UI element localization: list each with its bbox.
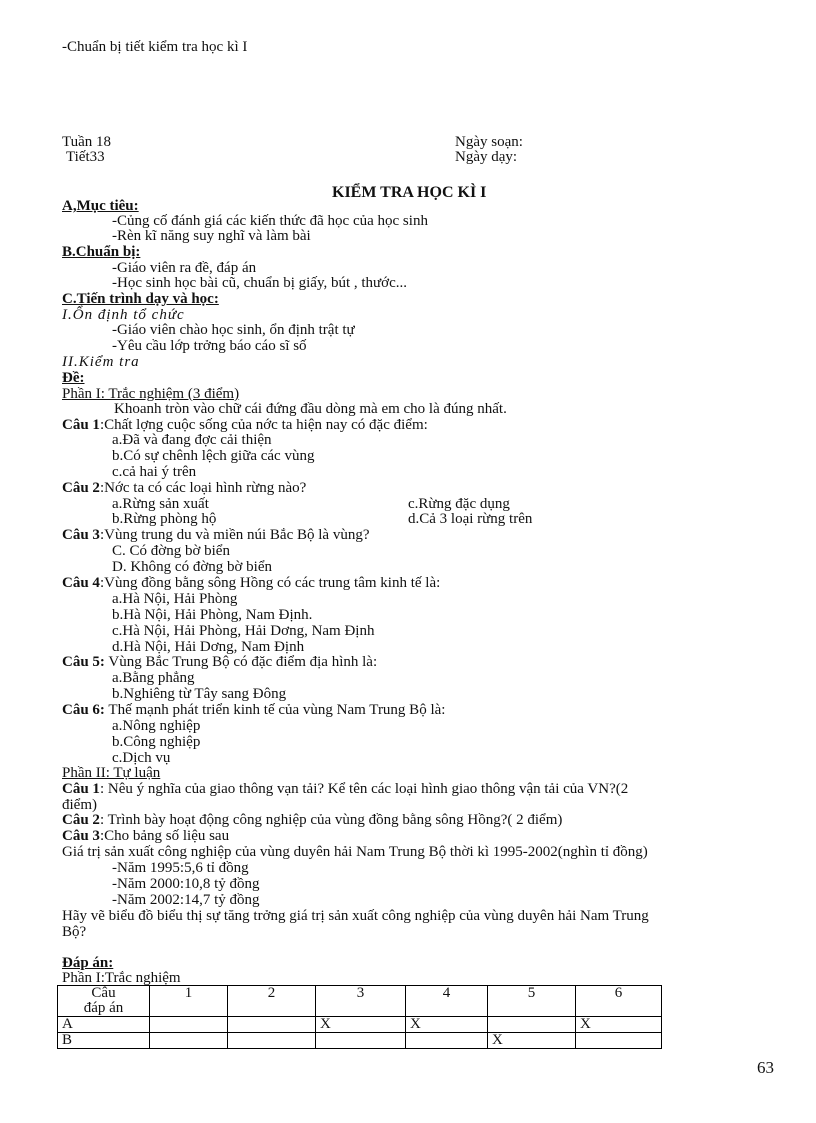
answer-cell: [488, 1017, 576, 1033]
column-header: 6: [576, 986, 662, 1017]
section-b-heading: B.Chuẩn bị:: [62, 244, 141, 260]
q5-text: Vùng Bắc Trung Bộ có đặc điểm địa hình là:: [104, 654, 378, 670]
top-note: -Chuẩn bị tiết kiểm tra học kì I: [62, 39, 248, 55]
section-c1-item: -Giáo viên chào học sinh, ổn định trật tự: [112, 322, 355, 338]
q6-option: c.Dịch vụ: [112, 750, 171, 766]
answers-part1-heading: Phần I:Trắc nghiệm: [62, 970, 181, 986]
column-header: 3: [316, 986, 406, 1017]
q6-label: Câu 6:: [62, 702, 105, 718]
data-item: -Năm 2000:10,8 tỷ đồng: [112, 876, 260, 892]
data-intro: Giá trị sản xuất công nghiệp của vùng duyên hải Nam Trung Bộ thời kì 1995-2002(nghìn tỉ đồng): [62, 844, 648, 860]
answer-table-header-row: [58, 986, 662, 1017]
q6-option: b.Công nghiệp: [112, 734, 201, 750]
essay-q3: [62, 829, 229, 844]
q1: [62, 418, 428, 433]
q1-option: a.Đã và đang đợc cải thiện: [112, 432, 272, 448]
corner-top: Câu: [91, 985, 116, 1001]
answer-cell: X: [406, 1017, 488, 1033]
section-c1-heading: I.Ổn định tổ chức: [62, 307, 185, 323]
q4-text: :Vùng đồng bằng sông Hồng có các trung tâm kinh tế là:: [99, 575, 441, 591]
q4-option: a.Hà Nội, Hải Phòng: [112, 591, 238, 607]
table-row: [58, 1017, 662, 1033]
answer-cell: X: [316, 1017, 406, 1033]
section-a-item: -Rèn kĩ năng suy nghĩ và làm bài: [112, 228, 311, 244]
answer-cell: [228, 1017, 316, 1033]
answer-cell: X: [576, 1017, 662, 1033]
q1-text: :Chất lợng cuộc sống của nớc ta hiện nay có đặc điểm:: [99, 417, 428, 433]
corner-bottom: đáp án: [83, 1000, 124, 1016]
essay-q1-label: Câu 1: [62, 781, 100, 797]
section-b-item: -Giáo viên ra đề, đáp án: [112, 260, 257, 276]
q4-label: Câu 4: [62, 575, 100, 591]
q3: [62, 528, 369, 543]
week-label: Tuần 18: [62, 134, 112, 150]
q1-label: Câu 1: [62, 417, 100, 433]
q1-option: c.cả hai ý trên: [112, 464, 197, 480]
row-label: A: [58, 1017, 150, 1033]
part1-instruction: Khoanh tròn vào chữ cái đứng đầu dòng mà em cho là đúng nhất.: [114, 401, 507, 417]
q4-option: b.Hà Nội, Hải Phòng, Nam Định.: [112, 607, 313, 623]
answer-cell: [228, 1033, 316, 1049]
q4-option: c.Hà Nội, Hải Phòng, Hải Dơng, Nam Định: [112, 623, 375, 639]
section-c-heading: C.Tiến trình dạy và học:: [62, 291, 219, 307]
q3-text: :Vùng trung du và miền núi Bắc Bộ là vùng?: [99, 527, 370, 543]
essay-q1: [62, 782, 628, 797]
q2-option: b.Rừng phòng hộ: [112, 511, 217, 527]
q5-label: Câu 5:: [62, 654, 105, 670]
data-item: -Năm 1995:5,6 tỉ đồng: [112, 860, 249, 876]
q2-option: a.Rừng sản xuất: [112, 496, 209, 512]
essay-task-cont: Bộ?: [62, 924, 87, 940]
q3-option: D. Không có đờng bờ biển: [112, 559, 273, 575]
column-header: 1: [150, 986, 228, 1017]
part1-heading-text: Phần I: Trắc nghiệm (3 điểm): [62, 386, 240, 402]
q2-text: :Nớc ta có các loại hình rừng nào?: [99, 480, 307, 496]
essay-q1-text: : Nêu ý nghĩa của giao thông vạn tải? Kể tên các loại hình giao thông vận tải của VN?(2: [99, 781, 629, 797]
prep-date-label: Ngày soạn:: [455, 134, 523, 150]
de-heading: Đề:: [62, 370, 85, 386]
essay-q3-text: :Cho bảng số liệu sau: [99, 828, 230, 844]
essay-q1-cont: điểm): [62, 797, 97, 813]
q2: [62, 481, 306, 496]
column-header: 2: [228, 986, 316, 1017]
essay-task: Hãy vẽ biểu đồ biểu thị sự tăng trởng giá trị sản xuất công nghiệp của vùng duyên hải Nam Trung: [62, 908, 649, 924]
section-c1-item: -Yêu cầu lớp trởng báo cáo sĩ số: [112, 338, 307, 354]
answer-cell: [150, 1033, 228, 1049]
section-b-item: -Học sinh học bài cũ, chuẩn bị giấy, bút , thước...: [112, 275, 408, 291]
data-item: -Năm 2002:14,7 tỷ đồng: [112, 892, 260, 908]
q4: [62, 576, 440, 591]
essay-q2-label: Câu 2: [62, 812, 100, 828]
q2-label: Câu 2: [62, 480, 100, 496]
table-row: [58, 1033, 662, 1049]
q3-option: C. Có đờng bờ biển: [112, 543, 230, 559]
part1-heading: [62, 387, 239, 402]
period-label: Tiết33: [66, 149, 105, 165]
answer-cell: [150, 1017, 228, 1033]
q5-option: a.Bằng phẳng: [112, 670, 195, 686]
q6-option: a.Nông nghiệp: [112, 718, 201, 734]
column-header: 4: [406, 986, 488, 1017]
answer-table: [57, 985, 662, 1049]
answer-cell: [406, 1033, 488, 1049]
essay-q2: [62, 813, 562, 828]
section-c2-heading: II.Kiểm tra: [62, 354, 140, 370]
section-a-item: -Củng cố đánh giá các kiến thức đã học của học sinh: [112, 213, 428, 229]
answers-heading: Đáp án:: [62, 955, 114, 971]
answer-table-corner: [58, 986, 150, 1017]
part2-heading: Phần II: Tự luận: [62, 765, 161, 781]
essay-q2-text: : Trình bày hoạt động công nghiệp của vùng đồng bằng sông Hồng?( 2 điểm): [99, 812, 563, 828]
q2-option: c.Rừng đặc dụng: [408, 496, 510, 512]
column-header: 5: [488, 986, 576, 1017]
answer-cell: X: [488, 1033, 576, 1049]
answer-cell: [576, 1033, 662, 1049]
q5: [62, 655, 377, 670]
q6: [62, 703, 445, 718]
q5-option: b.Nghiêng từ Tây sang Đông: [112, 686, 287, 702]
page-title: KIỂM TRA HỌC KÌ I: [332, 184, 487, 201]
row-label: B: [58, 1033, 150, 1049]
section-a-heading: A,Mục tiêu:: [62, 198, 139, 214]
q6-text: Thế mạnh phát triển kinh tế của vùng Nam Trung Bộ là:: [104, 702, 446, 718]
teach-date-label: Ngày dạy:: [455, 149, 518, 165]
q2-option: d.Cả 3 loại rừng trên: [408, 511, 533, 527]
page-number: 63: [757, 1058, 774, 1077]
q4-option: d.Hà Nội, Hải Dơng, Nam Định: [112, 639, 305, 655]
essay-q3-label: Câu 3: [62, 828, 100, 844]
q3-label: Câu 3: [62, 527, 100, 543]
q1-option: b.Có sự chênh lệch giữa các vùng: [112, 448, 315, 464]
answer-cell: [316, 1033, 406, 1049]
